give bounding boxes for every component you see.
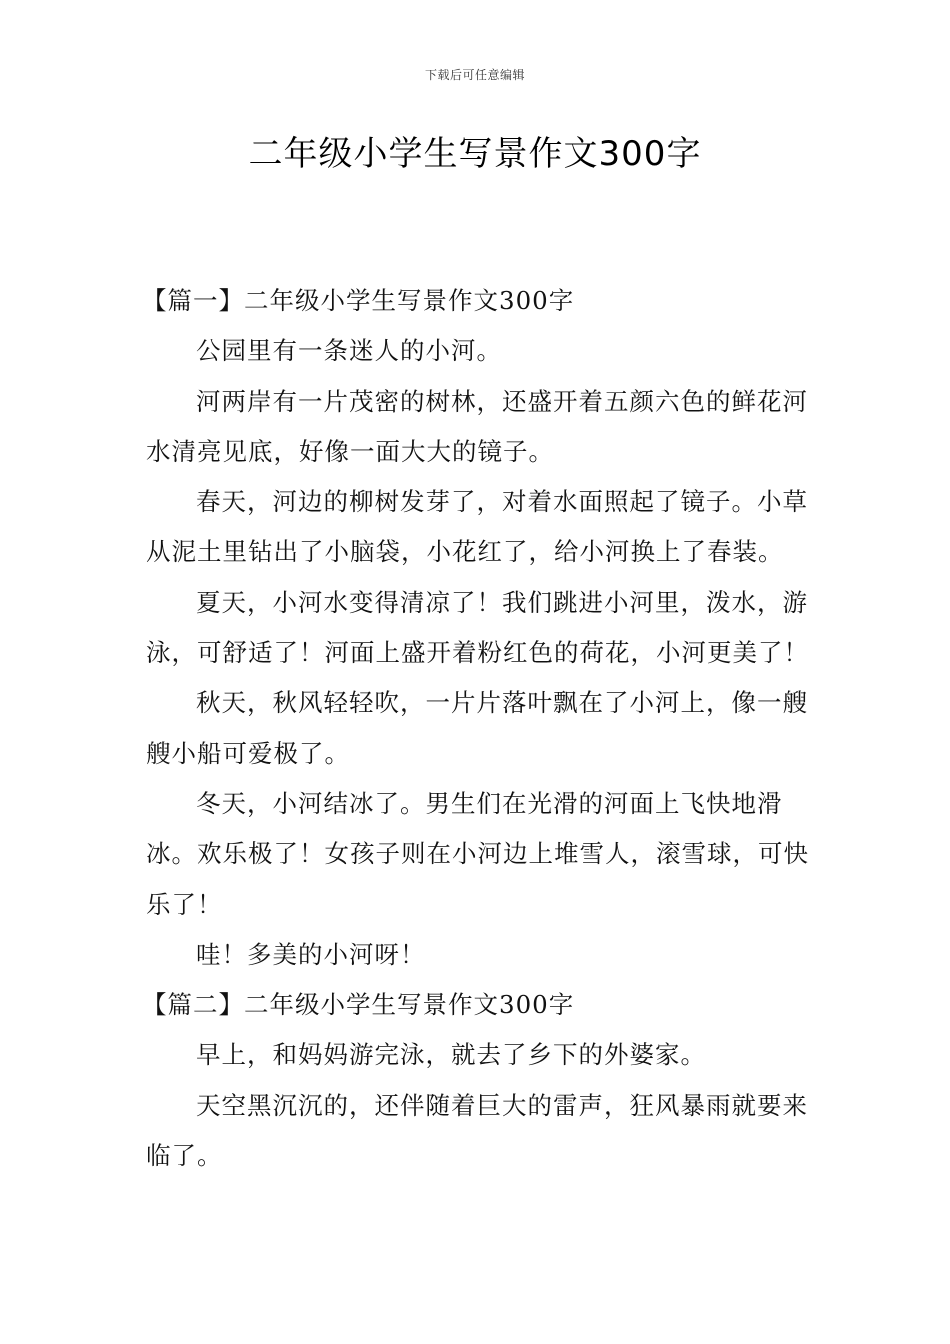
header-note: 下载后可任意编辑 xyxy=(424,68,525,82)
paragraph: 河两岸有一片茂密的树林，还盛开着五颜六色的鲜花河水清亮见底，好像一面大大的镜子。 xyxy=(146,386,808,466)
section-2 xyxy=(142,980,810,1181)
section-heading: 【篇一】二年级小学生写景作文300字 xyxy=(142,286,575,315)
document-body xyxy=(142,276,810,1181)
paragraph: 冬天，小河结冰了。男生们在光滑的河面上飞快地滑冰。欢乐极了！女孩子则在小河边上堆雪人，滚雪球，可快乐了！ xyxy=(146,788,809,919)
paragraph: 天空黑沉沉的，还伴随着巨大的雷声，狂风暴雨就要来临了。 xyxy=(146,1090,808,1171)
paragraph: 早上，和妈妈游完泳，就去了乡下的外婆家。 xyxy=(196,1040,706,1070)
paragraph: 公园里有一条迷人的小河。 xyxy=(196,336,502,366)
section-heading: 【篇二】二年级小学生写景作文300字 xyxy=(142,990,575,1020)
paragraph: 秋天，秋风轻轻吹，一片片落叶飘在了小河上，像一艘艘小船可爱极了。 xyxy=(146,688,808,768)
paragraph: 春天，河边的柳树发芽了，对着水面照起了镜子。小草从泥土里钻出了小脑袋，小花红了，给小河换上了春装。 xyxy=(146,487,808,567)
paragraph: 夏天，小河水变得清凉了！我们跳进小河里，泼水，游泳，可舒适了！河面上盛开着粉红色的荷花，小河更美了！ xyxy=(146,587,809,668)
document-title: 二年级小学生写景作文300字 xyxy=(248,134,702,174)
section-1 xyxy=(142,276,810,980)
paragraph: 哇！多美的小河呀！ xyxy=(196,939,426,969)
